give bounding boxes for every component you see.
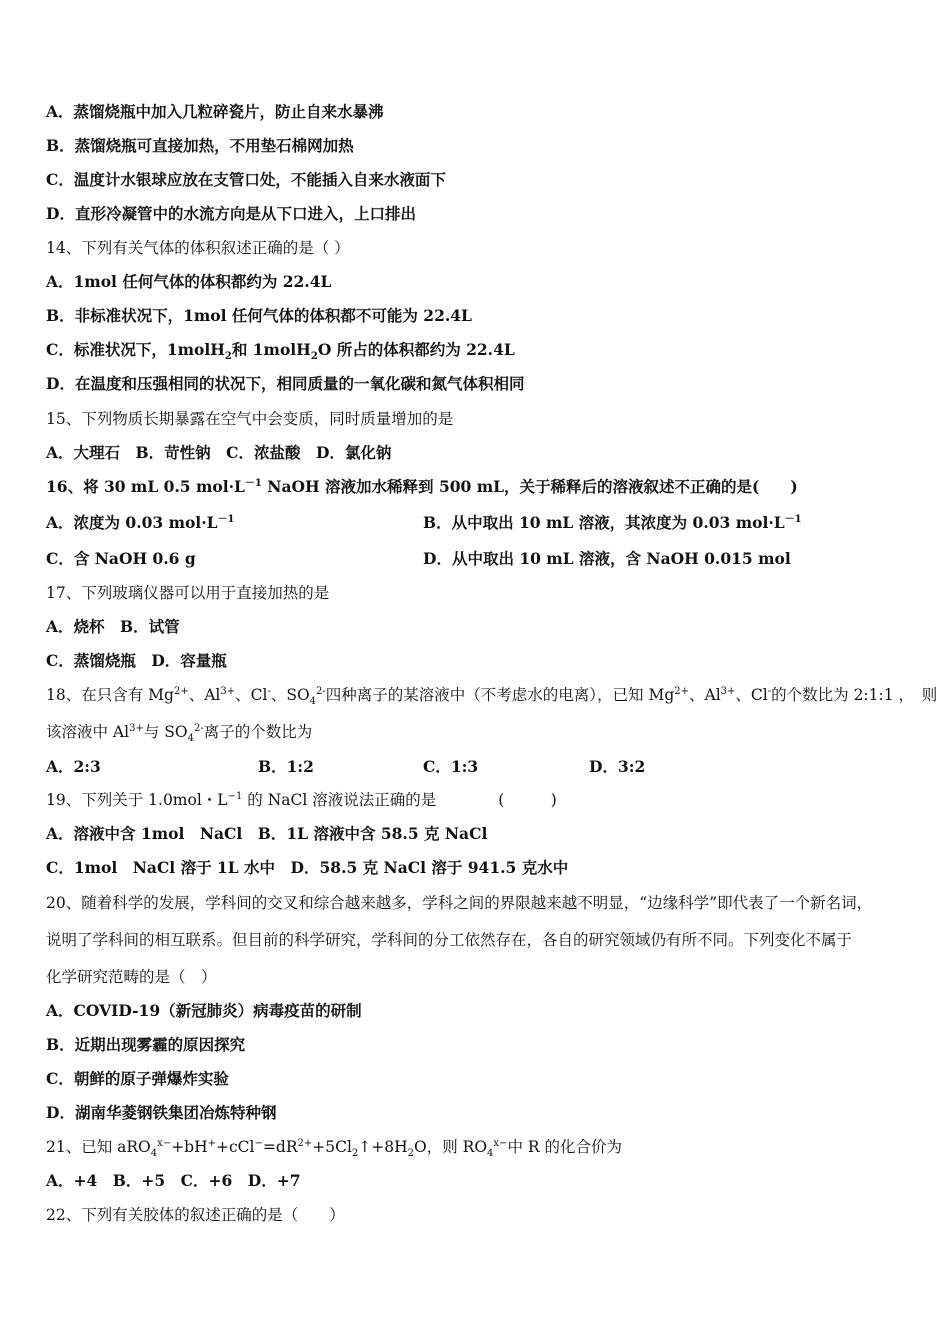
q13-option-a: A．蒸馏烧瓶中加入几粒碎瓷片，防止自来水暴沸 [46, 102, 384, 121]
q20-option-d: D．湖南华菱钢铁集团冶炼特种钢 [46, 1103, 277, 1122]
q18-option-d: D．3:2 [589, 757, 646, 776]
q18-stem-line2: 该溶液中 $Al^{3+}$与 $SO_4^{2-}$离子的个数比为 [46, 722, 313, 745]
q15-stem: 15、下列物质长期暴露在空气中会变质，同时质量增加的是 [46, 410, 454, 428]
q16-options-cd [46, 549, 920, 569]
q13-option-b: B．蒸馏烧瓶可直接加热，不用垫石棉网加热 [46, 136, 354, 155]
q21-options: A．+4 B．+5 C．+6 D．+7 [46, 1171, 301, 1190]
q17-options-ab: A．烧杯 B．试管 [46, 617, 180, 636]
q19-options-ab: A．溶液中含 1mol NaCl B．1L 溶液中含 58.5 克 NaCl [46, 824, 488, 843]
q15-options: A．大理石 B．苛性钠 C．浓盐酸 D．氯化钠 [46, 443, 392, 462]
q20-stem-line1: 20、随着科学的发展，学科间的交叉和综合越来越多，学科之间的界限越来越不明显，“边缘科学”即代表了一个新名词， [46, 894, 873, 912]
q16-options-ab [46, 513, 920, 533]
q20-option-c: C．朝鲜的原子弹爆炸实验 [46, 1069, 229, 1088]
q16-option-a: A．浓度为 0.03 $mol\cdot L^{-1}$ [46, 513, 235, 532]
q13-option-c: C．温度计水银球应放在支管口处，不能插入自来水液面下 [46, 170, 446, 189]
q18-option-a: A．2:3 [46, 757, 101, 776]
q17-stem: 17、下列玻璃仪器可以用于直接加热的是 [46, 584, 330, 602]
q13-option-d: D．直形冷凝管中的水流方向是从下口进入，上口排出 [46, 204, 416, 223]
q16-option-d: D．从中取出 10 mL 溶液，含 NaOH 0.015 mol [423, 549, 791, 568]
q22-stem: 22、下列有关胶体的叙述正确的是（ ） [46, 1206, 345, 1224]
q18-stem-line1: 18、在只含有 $Mg^{2+}$、$Al^{3+}$、Cl-、$SO_4^{2-}$四种离子的某溶液中（不考虑水的电离），已知 $Mg^{2+}$、$Al^{3+}$、Cl-的个数比为 2:1:1 ， 则 [46, 685, 938, 708]
q14-option-c: C．标准状况下，1molH$_2$和 1molH$_2$O 所占的体积都约为 22.4L [46, 340, 515, 363]
q18-option-b: B．1:2 [258, 757, 314, 776]
q18-option-c: C．1:3 [423, 757, 479, 776]
q21-stem: 21、已知 $aRO_4^{x-}+bH^++cCl^-=dR^{2+}+5Cl_2↑+8H_2O$，则 $RO_4^{x-}$中 R 的化合价为 [46, 1137, 622, 1160]
q19-options-cd: C．1mol NaCl 溶于 1L 水中 D．58.5 克 NaCl 溶于 941.5 克水中 [46, 858, 569, 877]
q20-stem-line3: 化学研究范畴的是（ ） [46, 968, 217, 986]
q16-option-b: B．从中取出 10 mL 溶液，其浓度为 0.03 $mol\cdot L^{-1}$ [423, 513, 802, 532]
q20-stem-line2: 说明了学科间的相互联系。但目前的科学研究，学科间的分工依然存在，各自的研究领域仍有所不同。下列变化不属于 [46, 931, 853, 949]
q16-stem: 16、将 30 mL 0.5 $mol\cdot L^{-1}$ NaOH 溶液加水稀释到 500 mL，关于稀释后的溶液叙述不正确的是( ) [46, 477, 798, 496]
q17-options-cd: C．蒸馏烧瓶 D．容量瓶 [46, 651, 227, 670]
q19-stem: 19、下列关于 1.0mol・$L^{-1}$ 的 NaCl 溶液说法正确的是 ( ) [46, 790, 557, 809]
q14-option-d: D．在温度和压强相同的状况下，相同质量的一氧化碳和氮气体积相同 [46, 374, 525, 393]
q20-option-b: B．近期出现雾霾的原因探究 [46, 1035, 246, 1054]
q16-option-c: C．含 NaOH 0.6 g [46, 549, 196, 568]
q14-option-a: A．1mol 任何气体的体积都约为 22.4L [46, 272, 332, 291]
q14-stem: 14、下列有关气体的体积叙述正确的是（ ） [46, 239, 350, 257]
q14-option-b: B．非标准状况下，1mol 任何气体的体积都不可能为 22.4L [46, 306, 472, 325]
q20-option-a: A．COVID-19（新冠肺炎）病毒疫苗的研制 [46, 1001, 362, 1020]
q18-options [46, 757, 920, 777]
